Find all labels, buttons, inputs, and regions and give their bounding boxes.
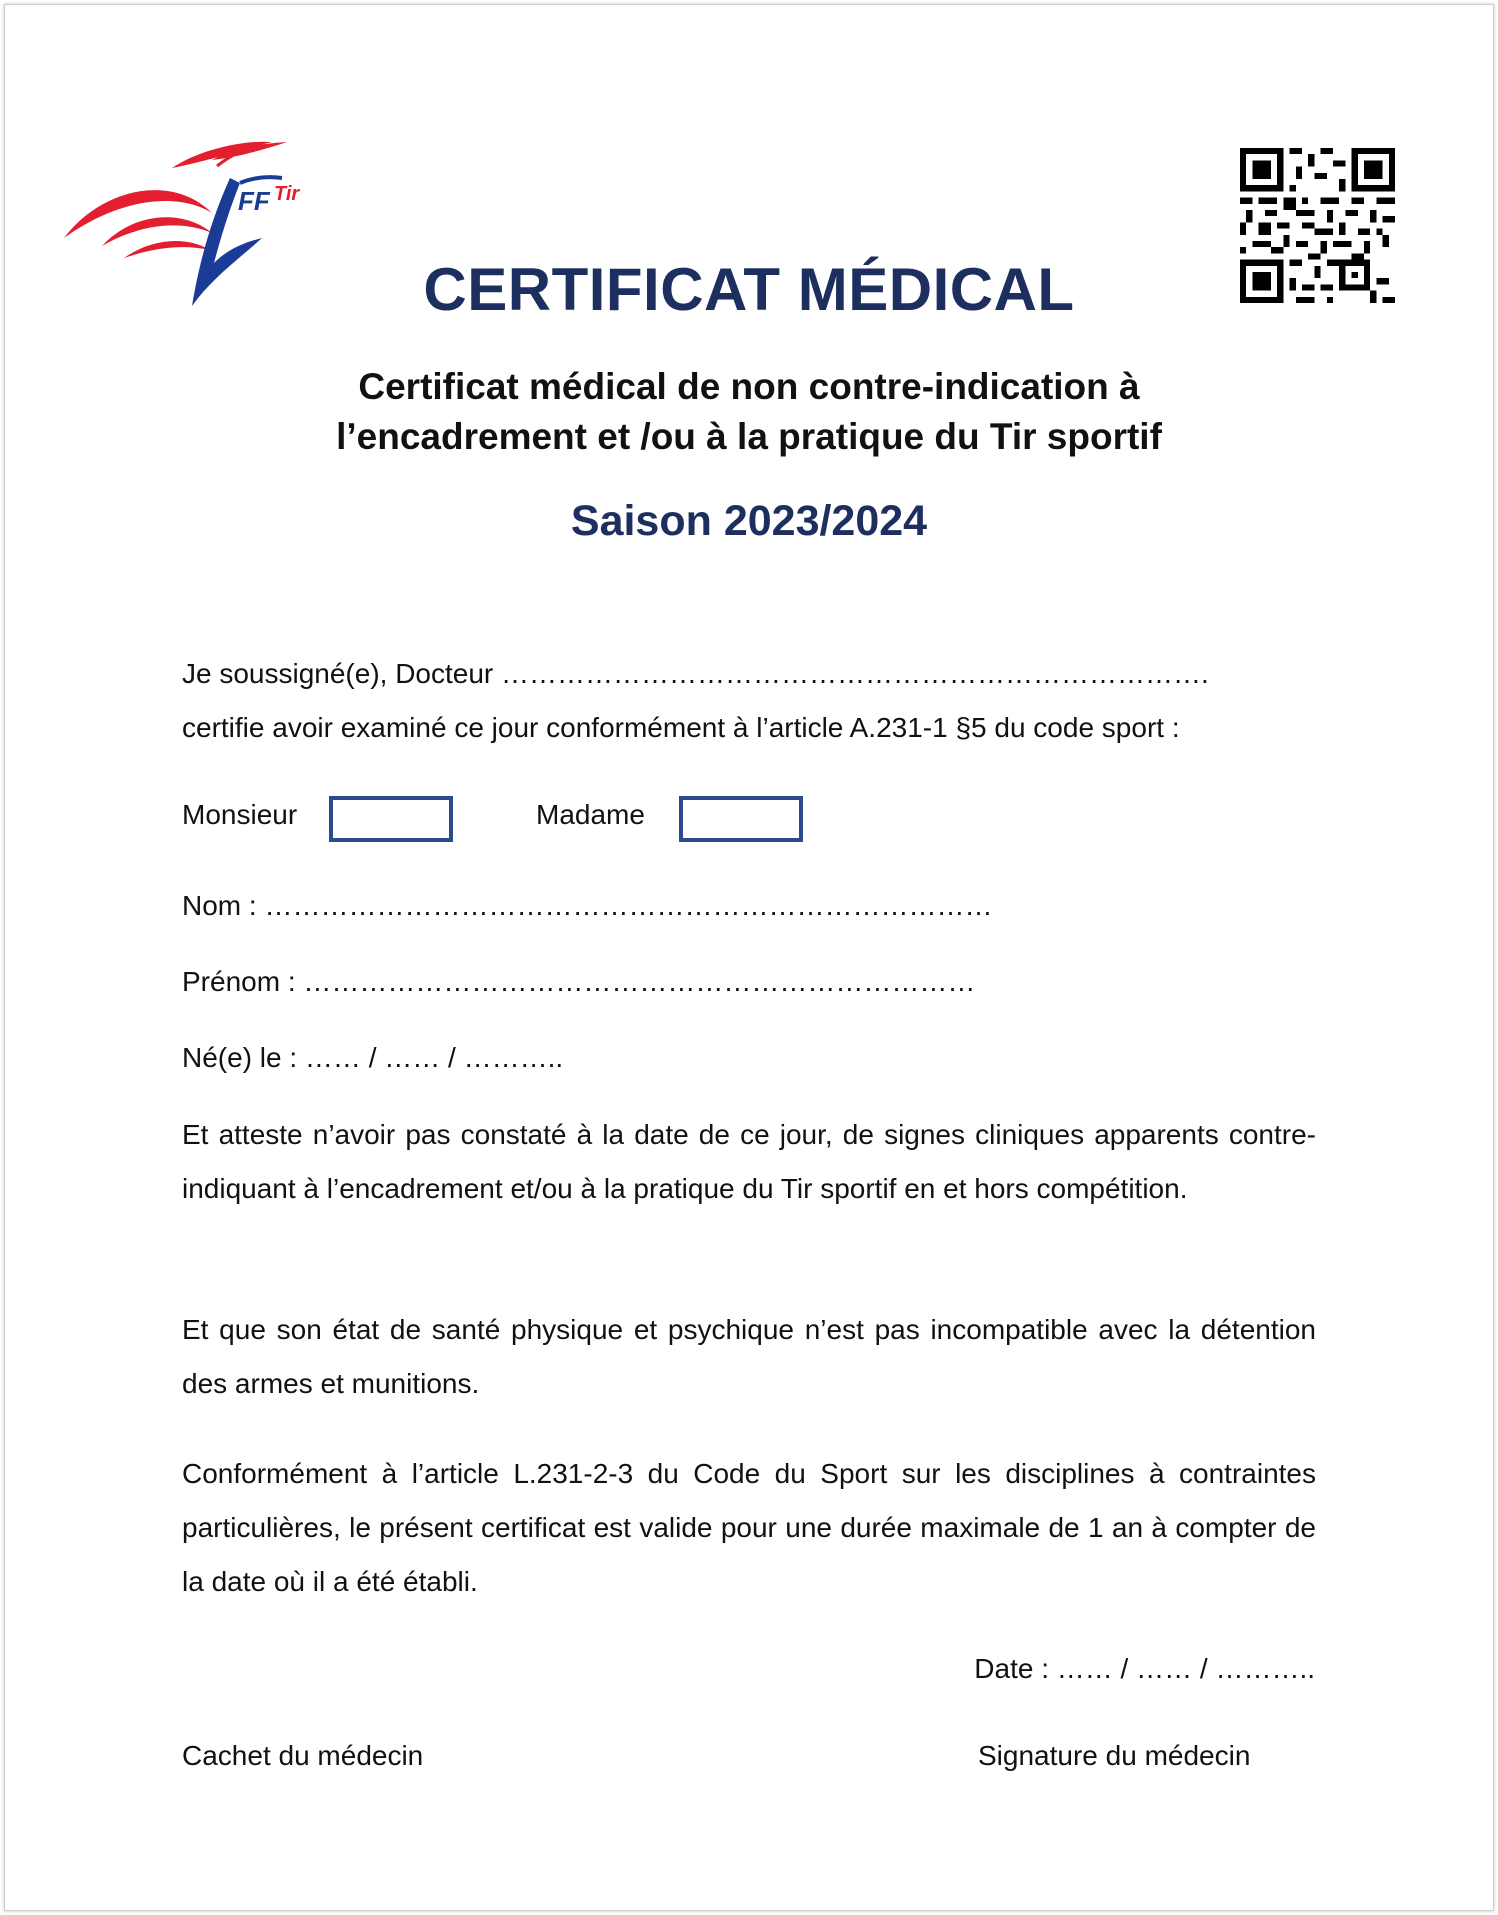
monsieur-label: Monsieur: [182, 799, 298, 830]
nom-line: Nom : ……………………………………………………………………: [182, 890, 993, 921]
date-line: Date : …… / …… / ………..: [974, 1653, 1315, 1684]
attestation-paragraph: Et atteste n’avoir pas constaté à la date de ce jour, de signes cliniques apparents contre-indiquant à l’encadrement et/ou à la pratique du Tir sportif en et hors compétition.: [182, 1119, 1316, 1204]
signature-label: Signature du médecin: [978, 1740, 1251, 1771]
subtitle-line-2: l’encadrement et /ou à la pratique du Tir sportif: [336, 416, 1162, 457]
certifie-line: certifie avoir examiné ce jour conformément à l’article A.231-1 §5 du code sport :: [182, 712, 1180, 743]
docteur-line: Je soussigné(e), Docteur ………………………………………………………………….: [182, 658, 1209, 689]
cachet-label: Cachet du médecin: [182, 1740, 424, 1771]
madame-label: Madame: [536, 799, 645, 830]
health-paragraph: Et que son état de santé physique et psychique n’est pas incompatible avec la détention des armes et munitions.: [182, 1314, 1316, 1399]
madame-checkbox[interactable]: [679, 796, 803, 842]
season-heading: Saison 2023/2024: [570, 497, 928, 545]
prenom-line: Prénom : ………………………………………………………………: [182, 966, 976, 997]
document-title: CERTIFICAT MÉDICAL: [423, 256, 1075, 323]
logo-text: FF: [238, 186, 270, 216]
monsieur-checkbox[interactable]: [329, 796, 453, 842]
subtitle-line-1: Certificat médical de non contre-indication à: [358, 366, 1140, 407]
logo-text-tir: Tir: [274, 183, 300, 205]
validity-paragraph: Conformément à l’article L.231-2-3 du Code du Sport sur les disciplines à contraintes particulières, le présent certificat est valide pour une durée maximale de 1 an à compter de la date où il a été établi.: [182, 1458, 1316, 1597]
document-subtitle: [0, 362, 1498, 462]
naissance-line: Né(e) le : …… / …… / ………..: [182, 1042, 564, 1073]
